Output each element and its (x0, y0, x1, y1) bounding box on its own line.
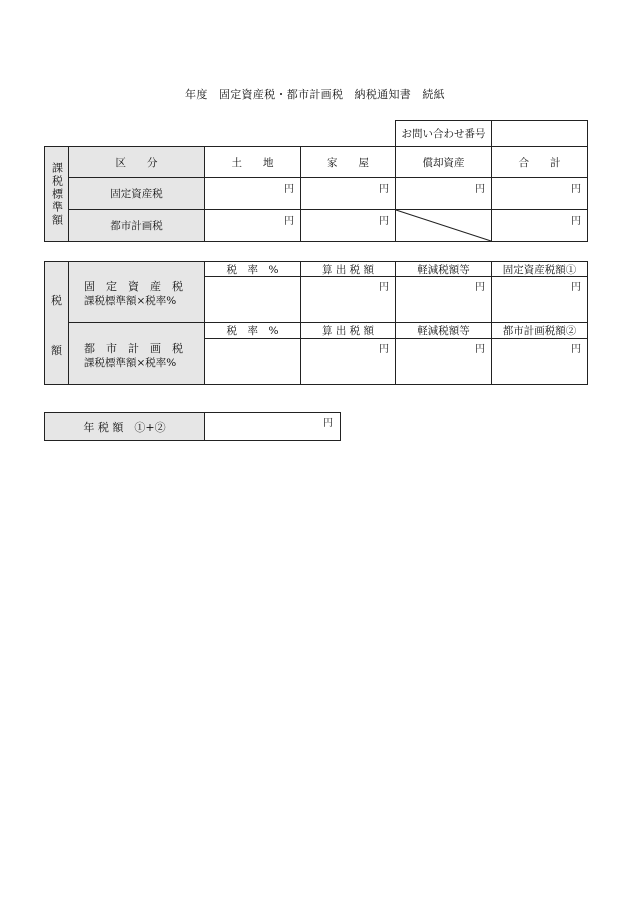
city-planning-name: 都 市 計 画 税 (84, 342, 183, 355)
header-land: 土 地 (231, 156, 274, 169)
header-depreciable: 償却資産 (422, 156, 465, 169)
tax-side-top: 税 (51, 294, 62, 307)
yen-unit: 円 (475, 282, 485, 293)
row-label-fixed-asset-tax: 固定資産税 (110, 188, 163, 200)
fixed-header-rate: 税 率 % (226, 263, 279, 276)
not-applicable-slash (395, 209, 492, 242)
city-planning-formula: 課税標準額×税率% (84, 357, 177, 369)
city-header-calculated: 算 出 税 額 (321, 325, 374, 337)
yen-unit: 円 (284, 184, 294, 195)
fixed-asset-formula: 課税標準額×税率% (84, 295, 177, 307)
fixed-header-reduction: 軽減税額等 (417, 263, 470, 276)
yen-unit: 円 (571, 282, 581, 293)
fixed-header-calculated: 算 出 税 額 (321, 263, 374, 276)
tax-base-side-label: 課税標準額 (50, 161, 64, 227)
yen-unit: 円 (571, 344, 581, 355)
header-total: 合 計 (518, 156, 561, 169)
annual-tax-label: 年 税 額 ①+② (45, 413, 204, 440)
tax-side-bottom: 額 (51, 344, 62, 357)
yen-unit: 円 (571, 216, 581, 227)
city-header-rate: 税 率 % (226, 325, 279, 337)
row-label-city-planning-tax: 都市計画税 (110, 220, 163, 232)
header-house: 家 屋 (327, 156, 369, 169)
yen-unit: 円 (475, 184, 485, 195)
tax-amount-side-cell (45, 262, 68, 384)
header-kubun: 区 分 (115, 156, 158, 169)
city-header-reduction: 軽減税額等 (417, 325, 470, 337)
inquiry-label: お問い合わせ番号 (401, 128, 486, 140)
fixed-header-amount: 固定資産税額① (502, 263, 577, 276)
yen-unit: 円 (379, 344, 389, 355)
yen-unit: 円 (284, 216, 294, 227)
yen-unit: 円 (571, 184, 581, 195)
fixed-asset-name: 固 定 資 産 税 (84, 280, 183, 293)
inquiry-value[interactable] (492, 121, 587, 146)
yen-unit: 円 (379, 282, 389, 293)
document-title: 年度 固定資産税・都市計画税 納税通知書 続紙 (185, 88, 445, 101)
yen-unit: 円 (379, 184, 389, 195)
city-header-amount: 都市計画税額② (502, 325, 577, 337)
yen-unit: 円 (475, 344, 485, 355)
yen-unit: 円 (323, 418, 333, 429)
yen-unit: 円 (379, 216, 389, 227)
